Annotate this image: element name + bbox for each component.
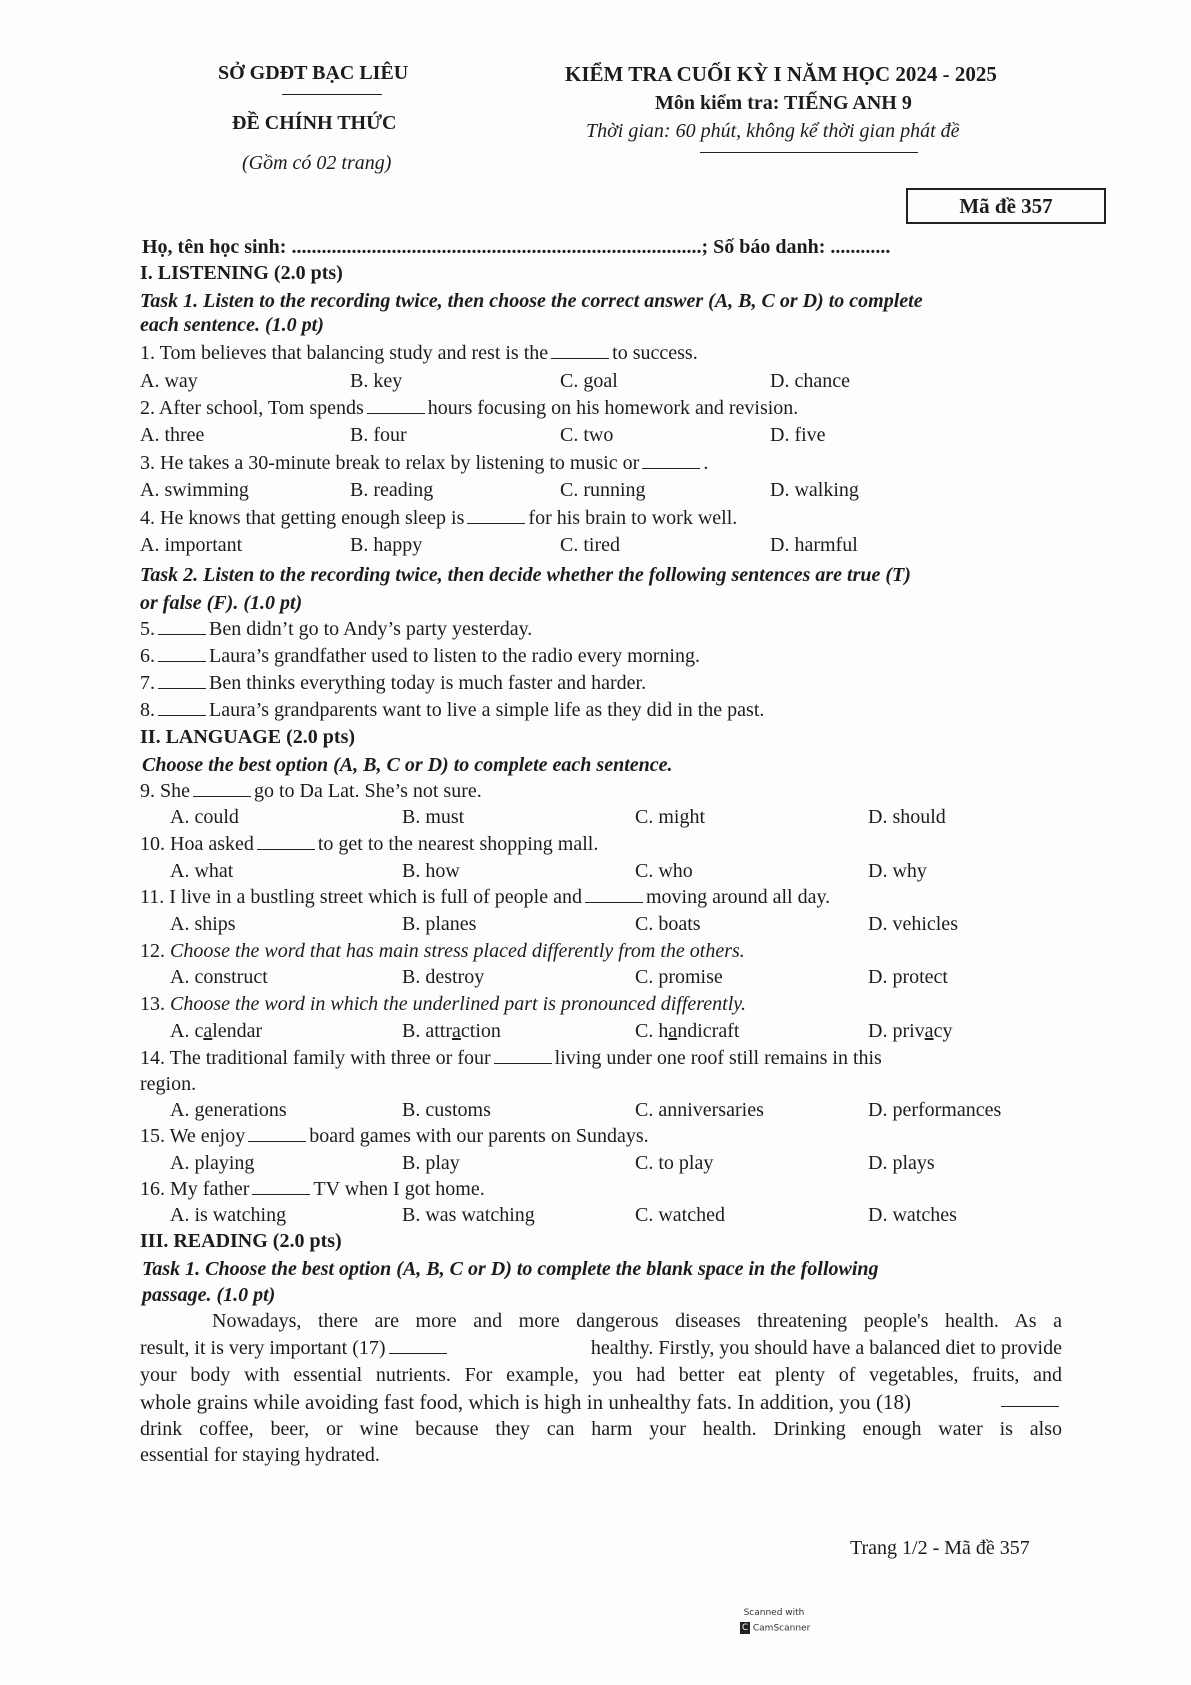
- q14-option-c: C. anniversaries: [635, 1099, 764, 1121]
- q13-number: 13.: [140, 993, 165, 1015]
- q6-text: Laura’s grandfather used to listen to the radio every morning.: [209, 645, 700, 667]
- q16-option-c: C. watched: [635, 1204, 725, 1226]
- q3-option-b: B. reading: [350, 479, 434, 501]
- question-14: [140, 1047, 882, 1070]
- q7-text: Ben thinks everything today is much faster and harder.: [209, 672, 647, 694]
- q10-option-d: D. why: [868, 860, 927, 882]
- q13-option-b: [402, 1020, 501, 1043]
- listening-task2-instruction-cont: or false (F). (1.0 pt): [140, 592, 303, 614]
- q2-blank: [367, 397, 425, 414]
- q14-option-a: A. generations: [170, 1099, 287, 1121]
- q1-option-d: D. chance: [770, 370, 850, 392]
- question-2: [140, 397, 798, 420]
- exam-code-box: Mã đề 357: [906, 188, 1106, 224]
- question-11: [140, 886, 830, 909]
- q11-option-c: C. boats: [635, 913, 701, 935]
- student-id-label: Số báo danh: ............: [713, 236, 891, 258]
- q8-blank: [158, 699, 206, 716]
- q15-blank: [248, 1125, 306, 1142]
- passage-line-4: [140, 1390, 1062, 1415]
- blank-17: [389, 1337, 447, 1354]
- section-language-title: II. LANGUAGE (2.0 pts): [140, 726, 356, 748]
- q13-b-underlined: a: [452, 1020, 461, 1042]
- q7-blank: [158, 672, 206, 689]
- reading-task1-instruction-cont: passage. (1.0 pt): [142, 1284, 276, 1306]
- q1-option-b: B. key: [350, 370, 403, 392]
- q13-d-underlined: a: [924, 1020, 934, 1042]
- q15-option-a: A. playing: [170, 1152, 255, 1174]
- q14-option-d: D. performances: [868, 1099, 1002, 1121]
- question-15: [140, 1125, 649, 1148]
- question-12: [140, 940, 745, 963]
- q15-stem: 15. We enjoy: [140, 1125, 246, 1147]
- q12-option-d: D. protect: [868, 966, 948, 988]
- passage-line-1: Nowadays, there are more and more dangerous diseases threatening people's health. As a: [212, 1310, 1062, 1332]
- q1-stem-end: to success.: [612, 342, 698, 364]
- q12-option-b: B. destroy: [402, 966, 485, 988]
- q8-text: Laura’s grandparents want to live a simple life as they did in the past.: [209, 699, 765, 721]
- q13-c-pre: C. h: [635, 1020, 669, 1042]
- listening-task1-instruction: Task 1. Listen to the recording twice, then choose the correct answer (A, B, C or D) to complete: [140, 290, 923, 312]
- q5-number: 5.: [140, 618, 155, 640]
- question-4: [140, 507, 737, 530]
- passage-line-2: [140, 1337, 1062, 1360]
- q14-stem-end: living under one roof still remains in this: [554, 1047, 882, 1069]
- camscanner-logo-icon: C: [741, 1623, 749, 1633]
- passage-17-after: healthy. Firstly, you should have a balanced diet to provide: [590, 1337, 1062, 1359]
- page-number-footer: Trang 1/2 - Mã đề 357: [850, 1537, 1030, 1559]
- q5-text: Ben didn’t go to Andy’s party yesterday.: [209, 618, 533, 640]
- q16-stem: 16. My father: [140, 1178, 250, 1200]
- q14-stem-line2: region.: [140, 1073, 197, 1095]
- q12-option-a: A. construct: [170, 966, 268, 988]
- q4-blank: [467, 507, 525, 524]
- passage-line-3: your body with essential nutrients. For example, you had better eat plenty of vegetables, fruits, and: [140, 1364, 1062, 1386]
- q6-number: 6.: [140, 645, 155, 667]
- q2-stem: 2. After school, Tom spends: [140, 397, 364, 419]
- section-reading-title: III. READING (2.0 pts): [140, 1230, 342, 1252]
- q12-option-c: C. promise: [635, 966, 723, 988]
- exam-title: KIỂM TRA CUỐI KỲ I NĂM HỌC 2024 - 2025: [565, 62, 997, 86]
- q10-option-c: C. who: [635, 860, 693, 882]
- camscanner-label: CamScanner: [752, 1623, 811, 1634]
- q13-b-pre: B. attr: [402, 1020, 452, 1042]
- q15-option-b: B. play: [402, 1152, 460, 1174]
- question-6: [140, 645, 700, 668]
- q10-blank: [257, 833, 315, 850]
- q4-option-a: A. important: [140, 534, 243, 556]
- q10-option-a: A. what: [170, 860, 234, 882]
- time-underline: [700, 152, 918, 153]
- q13-d-pre: D. priv: [868, 1020, 925, 1042]
- listening-task2-instruction: Task 2. Listen to the recording twice, then decide whether the following sentences are true (T): [140, 564, 911, 586]
- q9-option-d: D. should: [868, 806, 946, 828]
- q1-stem: 1. Tom believes that balancing study and rest is the: [140, 342, 549, 364]
- q9-stem: 9. She: [140, 780, 190, 802]
- q13-b-post: ction: [460, 1020, 501, 1042]
- question-1: [140, 342, 698, 365]
- q6-blank: [158, 645, 206, 662]
- passage-line-5: drink coffee, beer, or wine because they can harm your health. Drinking enough water is also: [140, 1418, 1062, 1440]
- q13-d-post: cy: [933, 1020, 953, 1042]
- q4-option-d: D. harmful: [770, 534, 858, 556]
- q16-option-a: A. is watching: [170, 1204, 287, 1226]
- scanned-with-label: Scanned with: [743, 1608, 805, 1618]
- q1-option-a: A. way: [140, 370, 198, 392]
- student-name-label: Họ, tên học sinh: ..................................................................................;: [142, 236, 714, 258]
- question-16: [140, 1178, 485, 1201]
- question-8: [140, 699, 764, 722]
- q16-blank: [252, 1178, 310, 1195]
- student-info: [142, 236, 890, 259]
- q3-option-d: D. walking: [770, 479, 859, 501]
- q2-option-d: D. five: [770, 424, 826, 446]
- q12-number: 12.: [140, 940, 165, 962]
- q11-option-b: B. planes: [402, 913, 477, 935]
- q14-blank: [494, 1047, 552, 1064]
- reading-task1-instruction: Task 1. Choose the best option (A, B, C or D) to complete the blank space in the following: [142, 1258, 879, 1280]
- section-listening-title: I. LISTENING (2.0 pts): [140, 262, 343, 284]
- q11-blank: [585, 886, 643, 903]
- q13-option-a: [170, 1020, 262, 1043]
- q3-stem: 3. He takes a 30-minute break to relax by listening to music or: [140, 452, 640, 474]
- q9-option-c: C. might: [635, 806, 706, 828]
- q16-option-b: B. was watching: [402, 1204, 535, 1226]
- q2-option-a: A. three: [140, 424, 205, 446]
- question-10: [140, 833, 598, 856]
- q13-text: Choose the word in which the underlined part is pronounced differently.: [170, 993, 747, 1015]
- q2-option-c: C. two: [560, 424, 614, 446]
- q10-option-b: B. how: [402, 860, 460, 882]
- listening-task1-instruction-cont: each sentence. (1.0 pt): [140, 314, 324, 336]
- q4-option-c: C. tired: [560, 534, 620, 556]
- exam-subject: Môn kiểm tra: TIẾNG ANH 9: [655, 92, 912, 114]
- question-5: [140, 618, 532, 641]
- header-divider: [282, 94, 382, 95]
- q11-stem-end: moving around all day.: [645, 886, 831, 908]
- question-13: [140, 993, 746, 1016]
- q3-stem-end: .: [703, 452, 709, 474]
- q15-option-d: D. plays: [868, 1152, 935, 1174]
- q1-option-c: C. goal: [560, 370, 618, 392]
- q15-stem-end: board games with our parents on Sundays.: [309, 1125, 649, 1147]
- q13-a-pre: A. c: [170, 1020, 204, 1042]
- q2-stem-end: hours focusing on his homework and revision.: [427, 397, 799, 419]
- q13-a-post: lendar: [212, 1020, 263, 1042]
- q9-option-a: A. could: [170, 806, 239, 828]
- q15-option-c: C. to play: [635, 1152, 714, 1174]
- q9-stem-end: go to Da Lat. She’s not sure.: [254, 780, 482, 802]
- q13-c-underlined: a: [668, 1020, 678, 1042]
- q10-stem-end: to get to the nearest shopping mall.: [317, 833, 599, 855]
- q4-option-b: B. happy: [350, 534, 423, 556]
- camscanner-stamp: [740, 1608, 811, 1634]
- q13-option-d: [868, 1020, 952, 1043]
- pages-note: (Gồm có 02 trang): [242, 152, 392, 174]
- q5-blank: [158, 618, 206, 635]
- passage-line-6: essential for staying hydrated.: [140, 1444, 380, 1466]
- question-3: [140, 452, 708, 475]
- q13-a-underlined: a: [203, 1020, 213, 1042]
- q9-blank: [193, 780, 251, 797]
- q9-option-b: B. must: [402, 806, 465, 828]
- q16-option-d: D. watches: [868, 1204, 957, 1226]
- q3-option-c: C. running: [560, 479, 646, 501]
- q16-stem-end: TV when I got home.: [313, 1178, 485, 1200]
- q14-option-b: B. customs: [402, 1099, 491, 1121]
- blank-18: [1001, 1390, 1059, 1407]
- q4-stem-end: for his brain to work well.: [528, 507, 738, 529]
- q13-c-post: ndicraft: [677, 1020, 740, 1042]
- q2-option-b: B. four: [350, 424, 407, 446]
- exam-time: Thời gian: 60 phút, không kể thời gian phát đề: [586, 120, 960, 142]
- official-label: ĐỀ CHÍNH THỨC: [232, 112, 397, 134]
- passage-line-2-start: [140, 1337, 450, 1360]
- language-instruction: Choose the best option (A, B, C or D) to complete each sentence.: [142, 754, 673, 776]
- q11-stem: 11. I live in a bustling street which is full of people and: [140, 886, 582, 908]
- q11-option-a: A. ships: [170, 913, 236, 935]
- q13-option-c: [635, 1020, 739, 1043]
- q8-number: 8.: [140, 699, 155, 721]
- department-name: SỞ GDĐT BẠC LIÊU: [218, 62, 409, 84]
- passage-18-before: whole grains while avoiding fast food, which is high in unhealthy fats. In addition, you (18): [140, 1390, 912, 1414]
- question-9: [140, 780, 482, 803]
- q12-text: Choose the word that has main stress placed differently from the others.: [170, 940, 745, 962]
- q11-option-d: D. vehicles: [868, 913, 958, 935]
- q1-blank: [551, 342, 609, 359]
- q7-number: 7.: [140, 672, 155, 694]
- q4-stem: 4. He knows that getting enough sleep is: [140, 507, 465, 529]
- question-7: [140, 672, 646, 695]
- passage-17-before: result, it is very important (17): [140, 1337, 386, 1359]
- q3-blank: [642, 452, 700, 469]
- q3-option-a: A. swimming: [140, 479, 249, 501]
- q10-stem: 10. Hoa asked: [140, 833, 254, 855]
- q14-stem: 14. The traditional family with three or four: [140, 1047, 491, 1069]
